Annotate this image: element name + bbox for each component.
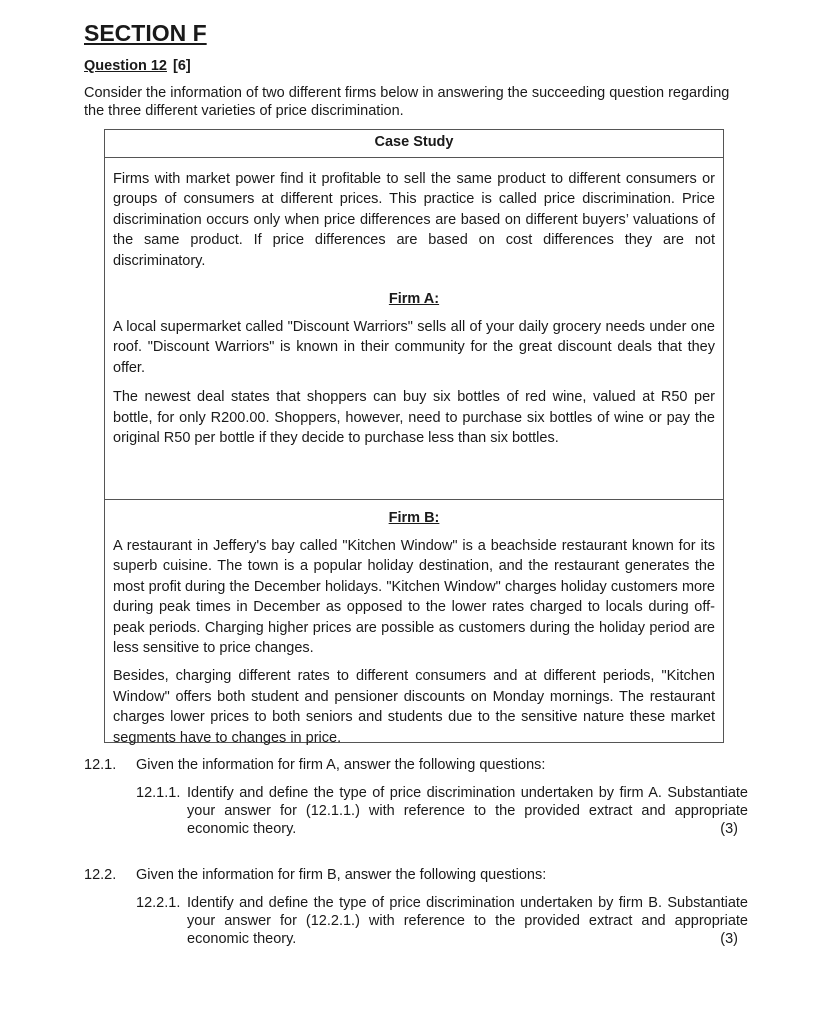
firm-a-paragraph: A local supermarket called "Discount Warriors" sells all of your daily grocery needs under one roof. "Discount Warriors" is known in their community for the great discount deals that they offer. xyxy=(113,319,715,376)
sub-question-12-2-1 xyxy=(136,894,748,948)
section-title: SECTION F xyxy=(84,20,207,46)
question-name: Question 12 xyxy=(84,58,167,74)
question-intro: Consider the information of two different firms below in answering the succeeding question regarding the three different varieties of price discrimination. xyxy=(84,85,730,119)
question-number: 12.2. xyxy=(84,867,117,883)
sub-question-number: 12.1.1. xyxy=(136,785,181,801)
case-study-box xyxy=(104,129,724,746)
sub-question-12-1-1 xyxy=(136,784,748,838)
sub-question-text: Identify and define the type of price discrimination undertaken by firm B. Substantiate your answer for (12.2.1.) with reference to the provided extract and appropriate economic theory. xyxy=(187,895,748,947)
case-study-intro-paragraph: Firms with market power find it profitable to sell the same product to different consumers or groups of consumers at different prices. This practice is called price discrimination. Price discrimination occurs only when price differences are based on different buyers’ valuations of the same product. If price differences are based on cost differences they are not discriminatory. xyxy=(113,171,715,269)
question-number: 12.1. xyxy=(84,757,117,773)
sub-question-marks: (3) xyxy=(720,821,738,837)
case-study-header: Case Study xyxy=(105,130,723,158)
sub-question-text: Identify and define the type of price discrimination undertaken by firm A. Substantiate your answer for (12.1.1.) with reference to the provided extract and appropriate economic theory. xyxy=(187,785,748,837)
firm-a-paragraph: The newest deal states that shoppers can buy six bottles of red wine, valued at R50 per bottle, for only R200.00. Shoppers, however, need to purchase six bottles of wine or pay the original R50 per bottle if they decide to purchase less than six bottles. xyxy=(113,389,715,447)
sub-question-marks: (3) xyxy=(720,931,738,947)
case-study-cell-firm-b xyxy=(105,508,723,748)
question-text-12-1: Given the information for firm A, answer the following questions: xyxy=(136,757,546,773)
sub-question-number: 12.2.1. xyxy=(136,895,181,911)
firm-b-paragraph: A restaurant in Jeffery's bay called "Kitchen Window" is a beachside restaurant known for its superb cuisine. The town is a popular holiday destination, and the restaurant generates the most profit during the December holidays. "Kitchen Window" charges holiday customers more during peak times in December as opposed to the lower rates charged to locals during off-peak periods. Charging higher prices are possible as customers during the holiday period are less sensitive to price changes. xyxy=(113,538,715,657)
question-text-12-2: Given the information for firm B, answer the following questions: xyxy=(136,867,547,883)
firm-a-title: Firm A: xyxy=(388,291,440,308)
question-heading xyxy=(84,58,191,74)
firm-b-title: Firm B: xyxy=(388,510,440,526)
question-marks: [6] xyxy=(173,58,191,74)
firm-b-paragraph: Besides, charging different rates to different consumers and at different periods, "Kitchen Window" offers both student and pensioner discounts on Monday mornings. The restaurant charges lower prices to both seniors and students due to the sensitive nature these market segments have to changes in price. xyxy=(113,668,715,746)
case-study-cell-firm-a xyxy=(105,169,723,500)
